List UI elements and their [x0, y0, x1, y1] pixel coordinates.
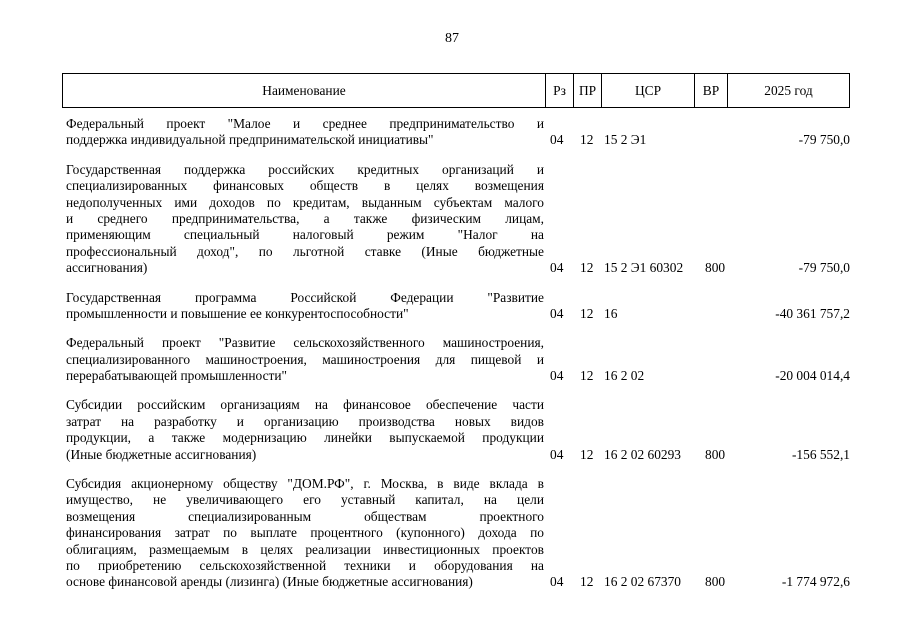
table-row: [66, 397, 850, 463]
header-pr: ПР: [574, 74, 602, 107]
row-name-line: специализированных финансовых обществ в целях возмещения: [66, 178, 544, 194]
row-pr: 12: [580, 574, 594, 590]
header-vr: ВР: [695, 74, 728, 107]
row-name-line: финансирования затрат по выплате процентного (купонного) дохода по: [66, 525, 544, 541]
row-amount: -156 552,1: [791, 446, 850, 462]
row-rz: 04: [550, 574, 564, 590]
row-vr: 800: [705, 260, 726, 276]
table-header: [62, 73, 850, 108]
table-row: [66, 162, 850, 277]
table-row: [66, 335, 850, 384]
table-row: [66, 476, 850, 591]
row-pr: 12: [580, 368, 594, 384]
row-csr: 16 2 02 67370: [604, 574, 681, 590]
header-year: 2025 год: [764, 82, 813, 98]
row-rz: 04: [550, 368, 564, 384]
row-amount: -79 750,0: [798, 260, 850, 276]
row-csr: 15 2 Э1 60302: [604, 260, 684, 276]
row-amount: -79 750,0: [798, 132, 850, 148]
table-body: [66, 116, 850, 604]
row-name-line: основе финансовой аренды (лизинга) (Иные бюджетные ассигнования): [66, 574, 473, 590]
row-pr: 12: [580, 260, 594, 276]
row-rz: 04: [550, 446, 564, 462]
row-name-line: Федеральный проект "Развитие сельскохозяйственного машиностроения,: [66, 335, 544, 351]
row-name-line: облигациям, размещаемым в целях реализации инвестиционных проектов: [66, 541, 544, 557]
row-rz: 04: [550, 132, 564, 148]
row-name-line: Субсидии российским организациям на финансовое обеспечение части: [66, 397, 544, 413]
row-name-line: Федеральный проект "Малое и среднее предпринимательство и: [66, 116, 544, 131]
row-csr: 15 2 Э1: [604, 132, 647, 148]
row-csr: 16: [604, 305, 618, 321]
row-name-line: Субсидия акционерному обществу "ДОМ.РФ", г. Москва, в виде вклада в: [66, 476, 544, 492]
row-rz: 04: [550, 260, 564, 276]
table-row: [66, 290, 850, 323]
row-name-line: продукции, а также модернизацию линейки выпускаемой продукции: [66, 430, 544, 446]
row-pr: 12: [580, 132, 594, 148]
page-number: 87: [445, 31, 459, 46]
row-name-line: имущество, не увеличивающего его уставный капитал, на цели: [66, 492, 544, 508]
row-rz: 04: [550, 305, 564, 321]
table-row: [66, 116, 850, 149]
row-csr: 16 2 02: [604, 368, 645, 384]
row-name-line: (Иные бюджетные ассигнования): [66, 446, 257, 462]
row-vr: 800: [705, 446, 726, 462]
row-vr: 800: [705, 574, 726, 590]
row-pr: 12: [580, 446, 594, 462]
row-name-line: по приобретению сельскохозяйственной техники и оборудования на: [66, 557, 544, 573]
row-name-line: ассигнования): [66, 260, 148, 276]
header-rz: Рз: [546, 74, 574, 107]
row-name-line: поддержка индивидуальной предпринимательской инициативы": [66, 132, 434, 148]
row-name-line: применяющим специальный налоговый режим "Налог на: [66, 227, 544, 243]
row-name-line: возмещения специализированным обществам проектного: [66, 508, 544, 524]
row-name-line: промышленности и повышение ее конкурентоспособности": [66, 305, 409, 321]
row-name-line: Государственная поддержка российских кредитных организаций и: [66, 161, 544, 177]
row-name-line: профессиональный доход", по льготной ставке (Иные бюджетные: [66, 243, 544, 259]
row-csr: 16 2 02 60293: [604, 446, 681, 462]
row-name-line: специализированного машиностроения, машиностроения для пищевой и: [66, 351, 544, 367]
row-amount: -1 774 972,6: [781, 574, 850, 590]
row-amount: -20 004 014,4: [775, 368, 850, 384]
row-name-line: Государственная программа Российской Федерации "Развитие: [66, 289, 544, 305]
row-pr: 12: [580, 305, 594, 321]
row-name-line: затрат на разработку и организацию производства новых видов: [66, 413, 544, 429]
header-csr: ЦСР: [602, 74, 695, 107]
row-name-line: и среднего предпринимательства, а также физическим лицам,: [66, 210, 544, 226]
row-amount: -40 361 757,2: [775, 305, 850, 321]
header-name: Наименование: [63, 74, 546, 107]
row-name-line: недополученных ими доходов по кредитам, выданным субъектам малого: [66, 194, 544, 210]
row-name-line: перерабатывающей промышленности": [66, 368, 288, 384]
